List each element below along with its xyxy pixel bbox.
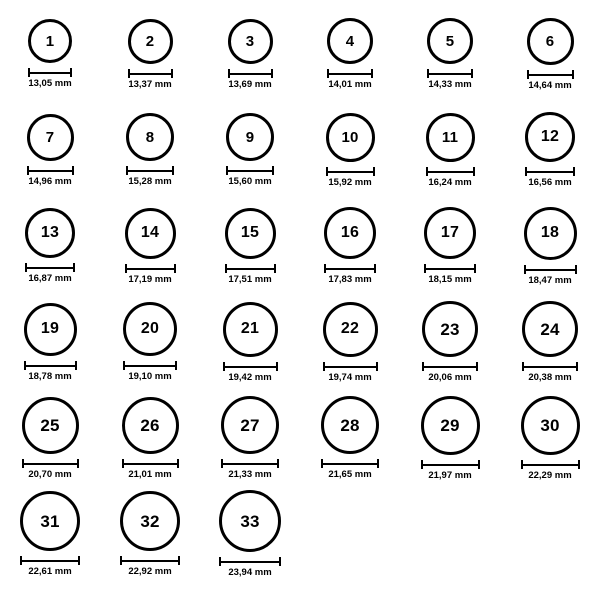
measure-line	[426, 171, 475, 173]
measure-cap-left	[524, 265, 526, 274]
ring-circle	[521, 396, 580, 455]
ring-circle	[326, 113, 375, 162]
diameter-measure-bar	[424, 264, 476, 272]
diameter-measure-bar	[128, 69, 173, 77]
diameter-value-label: 19,74 mm	[328, 371, 372, 383]
measure-cap-right	[575, 265, 577, 274]
measure-line	[422, 366, 478, 368]
ring-size-cell	[0, 298, 100, 394]
diameter-measure-bar	[120, 556, 180, 564]
ring-size-cell	[200, 10, 300, 106]
measure-line	[22, 463, 79, 465]
ring-size-cell	[300, 298, 400, 394]
measure-cap-left	[424, 264, 426, 273]
ring-size-label: 18	[540, 224, 560, 241]
measure-cap-left	[321, 459, 323, 468]
measure-cap-right	[474, 264, 476, 273]
measure-cap-right	[376, 362, 378, 371]
diameter-value-label: 22,29 mm	[528, 469, 572, 481]
ring-size-cell	[500, 394, 600, 490]
ring-circle	[228, 19, 273, 64]
diameter-measure-bar	[123, 361, 177, 369]
ring-size-cell	[500, 298, 600, 394]
measure-cap-left	[223, 362, 225, 371]
ring-circle	[427, 18, 473, 64]
measure-cap-right	[471, 69, 473, 78]
ring-size-label: 22	[340, 320, 360, 337]
diameter-measure-bar	[28, 68, 72, 76]
measure-cap-right	[274, 264, 276, 273]
ring-size-label: 33	[240, 511, 260, 531]
ring-size-cell	[0, 10, 100, 106]
measure-cap-right	[476, 362, 478, 371]
ring-size-label: 15	[240, 224, 260, 241]
ring-circle	[424, 207, 476, 259]
diameter-value-label: 15,28 mm	[128, 176, 172, 187]
diameter-value-label: 16,87 mm	[28, 273, 72, 284]
ring-size-label: 31	[40, 511, 60, 531]
diameter-measure-bar	[226, 166, 274, 174]
ring-size-label: 27	[240, 415, 260, 435]
measure-line	[525, 171, 575, 173]
measure-cap-right	[573, 167, 575, 176]
diameter-measure-bar	[25, 263, 75, 271]
ring-size-label: 14	[140, 224, 160, 241]
measure-cap-left	[125, 264, 127, 273]
ring-size-label: 21	[240, 320, 260, 337]
measure-cap-left	[22, 459, 24, 468]
measure-cap-left	[228, 69, 230, 78]
measure-line	[524, 269, 577, 271]
ring-circle	[226, 113, 274, 161]
ring-size-label: 7	[45, 128, 55, 146]
ring-size-label: 29	[440, 415, 460, 435]
ring-size-cell	[200, 490, 300, 586]
diameter-measure-bar	[521, 460, 580, 468]
diameter-value-label: 17,83 mm	[328, 274, 372, 285]
ring-size-label: 8	[145, 128, 155, 146]
measure-cap-left	[122, 459, 124, 468]
ring-size-cell	[100, 10, 200, 106]
measure-line	[527, 74, 574, 76]
measure-cap-left	[128, 69, 130, 78]
ring-circle	[323, 302, 378, 357]
ring-circle	[219, 490, 281, 552]
ring-size-cell	[300, 202, 400, 298]
measure-cap-left	[326, 167, 328, 176]
ring-circle	[221, 396, 279, 454]
diameter-value-label: 14,33 mm	[428, 79, 472, 90]
ring-circle	[126, 113, 174, 161]
ring-size-label: 30	[540, 415, 560, 435]
diameter-value-label: 17,51 mm	[228, 273, 272, 285]
ring-size-label: 11	[441, 128, 459, 146]
ring-size-label: 24	[540, 319, 560, 339]
measure-line	[27, 170, 74, 172]
diameter-value-label: 14,01 mm	[328, 79, 372, 90]
diameter-measure-bar	[225, 264, 276, 272]
diameter-value-label: 18,78 mm	[28, 370, 72, 382]
ring-size-cell	[100, 298, 200, 394]
measure-cap-left	[20, 556, 22, 565]
measure-line	[120, 560, 180, 562]
measure-line	[123, 365, 177, 367]
diameter-measure-bar	[221, 459, 279, 467]
diameter-measure-bar	[421, 460, 480, 468]
measure-cap-left	[527, 70, 529, 79]
measure-cap-right	[174, 264, 176, 273]
ring-circle	[223, 302, 278, 357]
ring-size-label: 12	[540, 128, 560, 145]
ring-size-cell	[100, 394, 200, 490]
diameter-measure-bar	[228, 69, 273, 77]
ring-size-cell	[400, 298, 500, 394]
measure-line	[20, 560, 80, 562]
ring-size-label: 9	[245, 128, 255, 146]
measure-cap-right	[175, 361, 177, 370]
diameter-value-label: 19,42 mm	[228, 371, 272, 383]
diameter-value-label: 18,15 mm	[428, 274, 472, 285]
measure-line	[323, 366, 378, 368]
diameter-value-label: 17,19 mm	[128, 273, 172, 285]
ring-size-label: 28	[340, 415, 360, 435]
measure-cap-right	[178, 556, 180, 565]
measure-line	[219, 561, 281, 563]
diameter-value-label: 15,92 mm	[328, 176, 372, 188]
measure-line	[321, 463, 379, 465]
diameter-measure-bar	[22, 459, 79, 467]
diameter-measure-bar	[525, 167, 575, 175]
measure-line	[228, 73, 273, 75]
ring-size-label: 19	[40, 320, 60, 337]
ring-circle	[421, 396, 480, 455]
measure-line	[225, 268, 276, 270]
measure-line	[122, 463, 179, 465]
diameter-measure-bar	[324, 264, 376, 272]
ring-size-label: 17	[440, 224, 460, 241]
measure-cap-right	[70, 68, 72, 77]
ring-circle	[422, 301, 478, 357]
measure-cap-right	[172, 166, 174, 175]
measure-line	[223, 366, 278, 368]
ring-circle	[324, 207, 376, 259]
diameter-measure-bar	[327, 69, 373, 77]
ring-size-cell	[0, 394, 100, 490]
diameter-value-label: 22,92 mm	[128, 566, 172, 577]
diameter-measure-bar	[321, 459, 379, 467]
ring-size-label: 1	[45, 32, 55, 50]
ring-circle	[123, 302, 177, 356]
measure-line	[427, 73, 473, 75]
measure-cap-right	[271, 69, 273, 78]
measure-cap-left	[219, 557, 221, 566]
diameter-measure-bar	[422, 362, 478, 370]
diameter-value-label: 22,61 mm	[28, 566, 72, 577]
measure-cap-left	[323, 362, 325, 371]
ring-size-cell	[400, 394, 500, 490]
measure-cap-left	[25, 263, 27, 272]
ring-size-cell	[100, 202, 200, 298]
ring-size-label: 4	[345, 32, 355, 50]
ring-size-cell	[400, 106, 500, 202]
measure-cap-left	[28, 68, 30, 77]
diameter-value-label: 16,56 mm	[528, 177, 572, 188]
ring-size-cell	[500, 106, 600, 202]
diameter-value-label: 21,33 mm	[228, 469, 272, 480]
measure-cap-left	[422, 362, 424, 371]
ring-size-cell	[200, 394, 300, 490]
measure-line	[424, 268, 476, 270]
measure-cap-left	[521, 460, 523, 469]
ring-circle	[327, 18, 373, 64]
ring-circle	[24, 303, 77, 356]
measure-cap-left	[126, 166, 128, 175]
diameter-measure-bar	[24, 361, 77, 369]
ring-size-cell	[400, 202, 500, 298]
ring-circle	[426, 113, 475, 162]
diameter-measure-bar	[426, 167, 475, 175]
ring-size-cell	[200, 202, 300, 298]
measure-cap-left	[221, 459, 223, 468]
diameter-value-label: 20,38 mm	[528, 372, 572, 383]
measure-cap-right	[377, 459, 379, 468]
measure-cap-right	[374, 264, 376, 273]
measure-cap-left	[327, 69, 329, 78]
diameter-value-label: 21,97 mm	[428, 469, 472, 481]
measure-cap-left	[324, 264, 326, 273]
ring-size-cell	[300, 394, 400, 490]
diameter-measure-bar	[219, 557, 281, 565]
measure-line	[521, 464, 580, 466]
ring-circle	[527, 18, 574, 65]
measure-cap-right	[572, 70, 574, 79]
diameter-measure-bar	[527, 70, 574, 78]
measure-cap-left	[24, 361, 26, 370]
diameter-value-label: 19,10 mm	[128, 371, 172, 382]
ring-size-cell	[0, 106, 100, 202]
ring-size-cell	[100, 106, 200, 202]
ring-circle	[125, 208, 176, 259]
ring-circle	[122, 397, 179, 454]
measure-cap-left	[525, 167, 527, 176]
measure-cap-right	[578, 460, 580, 469]
ring-size-cell	[200, 106, 300, 202]
ring-circle	[20, 491, 80, 551]
ring-circle	[524, 207, 577, 260]
diameter-value-label: 14,96 mm	[28, 175, 72, 187]
measure-cap-left	[426, 167, 428, 176]
diameter-value-label: 21,65 mm	[328, 469, 372, 480]
measure-line	[226, 170, 274, 172]
ring-size-label: 32	[140, 511, 160, 531]
ring-size-cell	[500, 10, 600, 106]
measure-cap-right	[75, 361, 77, 370]
diameter-measure-bar	[20, 556, 80, 564]
diameter-value-label: 15,60 mm	[228, 176, 272, 187]
measure-line	[221, 463, 279, 465]
measure-cap-right	[277, 459, 279, 468]
diameter-value-label: 13,05 mm	[28, 78, 72, 89]
ring-size-label: 2	[145, 32, 155, 50]
measure-cap-right	[279, 557, 281, 566]
diameter-value-label: 20,70 mm	[28, 468, 72, 480]
diameter-value-label: 13,69 mm	[228, 78, 272, 90]
ring-size-label: 23	[440, 319, 460, 339]
measure-cap-right	[77, 459, 79, 468]
measure-cap-left	[427, 69, 429, 78]
measure-line	[25, 267, 75, 269]
measure-line	[324, 268, 376, 270]
diameter-measure-bar	[122, 459, 179, 467]
diameter-measure-bar	[323, 362, 378, 370]
ring-size-label: 3	[245, 32, 255, 50]
measure-cap-right	[72, 166, 74, 175]
measure-cap-left	[123, 361, 125, 370]
ring-circle	[128, 19, 173, 64]
ring-size-cell	[400, 10, 500, 106]
ring-size-label: 20	[140, 320, 160, 337]
diameter-value-label: 21,01 mm	[128, 468, 172, 480]
diameter-value-label: 13,37 mm	[128, 78, 172, 90]
diameter-value-label: 16,24 mm	[428, 176, 472, 188]
diameter-measure-bar	[125, 264, 176, 272]
ring-circle	[525, 112, 575, 162]
measure-cap-left	[421, 460, 423, 469]
measure-line	[28, 72, 72, 74]
ring-size-label: 10	[341, 128, 359, 146]
ring-size-label: 26	[140, 415, 160, 435]
measure-cap-left	[522, 362, 524, 371]
ring-circle	[321, 396, 379, 454]
ring-size-cell	[500, 202, 600, 298]
measure-line	[421, 464, 480, 466]
diameter-value-label: 18,47 mm	[528, 274, 572, 286]
measure-cap-right	[371, 69, 373, 78]
ring-circle	[25, 208, 75, 258]
ring-size-cell	[0, 202, 100, 298]
ring-size-cell	[300, 10, 400, 106]
diameter-measure-bar	[27, 166, 74, 174]
measure-cap-left	[120, 556, 122, 565]
measure-cap-right	[272, 166, 274, 175]
diameter-value-label: 14,64 mm	[528, 79, 572, 91]
measure-cap-left	[226, 166, 228, 175]
measure-line	[24, 365, 77, 367]
ring-size-cell	[300, 106, 400, 202]
ring-circle	[28, 19, 72, 63]
measure-line	[326, 171, 375, 173]
measure-line	[125, 268, 176, 270]
measure-cap-right	[73, 263, 75, 272]
measure-cap-right	[276, 362, 278, 371]
measure-cap-right	[473, 167, 475, 176]
diameter-value-label: 20,06 mm	[428, 372, 472, 383]
ring-size-cell	[0, 490, 100, 586]
ring-size-cell	[200, 298, 300, 394]
diameter-measure-bar	[522, 362, 578, 370]
ring-circle	[27, 114, 74, 161]
diameter-measure-bar	[524, 265, 577, 273]
ring-size-label: 16	[340, 224, 360, 241]
measure-line	[522, 366, 578, 368]
ring-circle	[522, 301, 578, 357]
measure-line	[327, 73, 373, 75]
ring-circle	[22, 397, 79, 454]
ring-size-label: 13	[40, 224, 60, 241]
ring-size-label: 25	[40, 415, 60, 435]
diameter-value-label: 23,94 mm	[228, 567, 272, 578]
measure-line	[126, 170, 174, 172]
diameter-measure-bar	[126, 166, 174, 174]
measure-cap-right	[177, 459, 179, 468]
measure-cap-right	[78, 556, 80, 565]
ring-circle	[225, 208, 276, 259]
ring-size-label: 5	[445, 32, 455, 50]
ring-size-cell	[100, 490, 200, 586]
measure-line	[128, 73, 173, 75]
measure-cap-right	[171, 69, 173, 78]
measure-cap-right	[373, 167, 375, 176]
diameter-measure-bar	[326, 167, 375, 175]
measure-cap-right	[576, 362, 578, 371]
ring-circle	[120, 491, 180, 551]
ring-size-label: 6	[545, 32, 555, 50]
measure-cap-left	[27, 166, 29, 175]
measure-cap-right	[478, 460, 480, 469]
diameter-measure-bar	[223, 362, 278, 370]
measure-cap-left	[225, 264, 227, 273]
diameter-measure-bar	[427, 69, 473, 77]
